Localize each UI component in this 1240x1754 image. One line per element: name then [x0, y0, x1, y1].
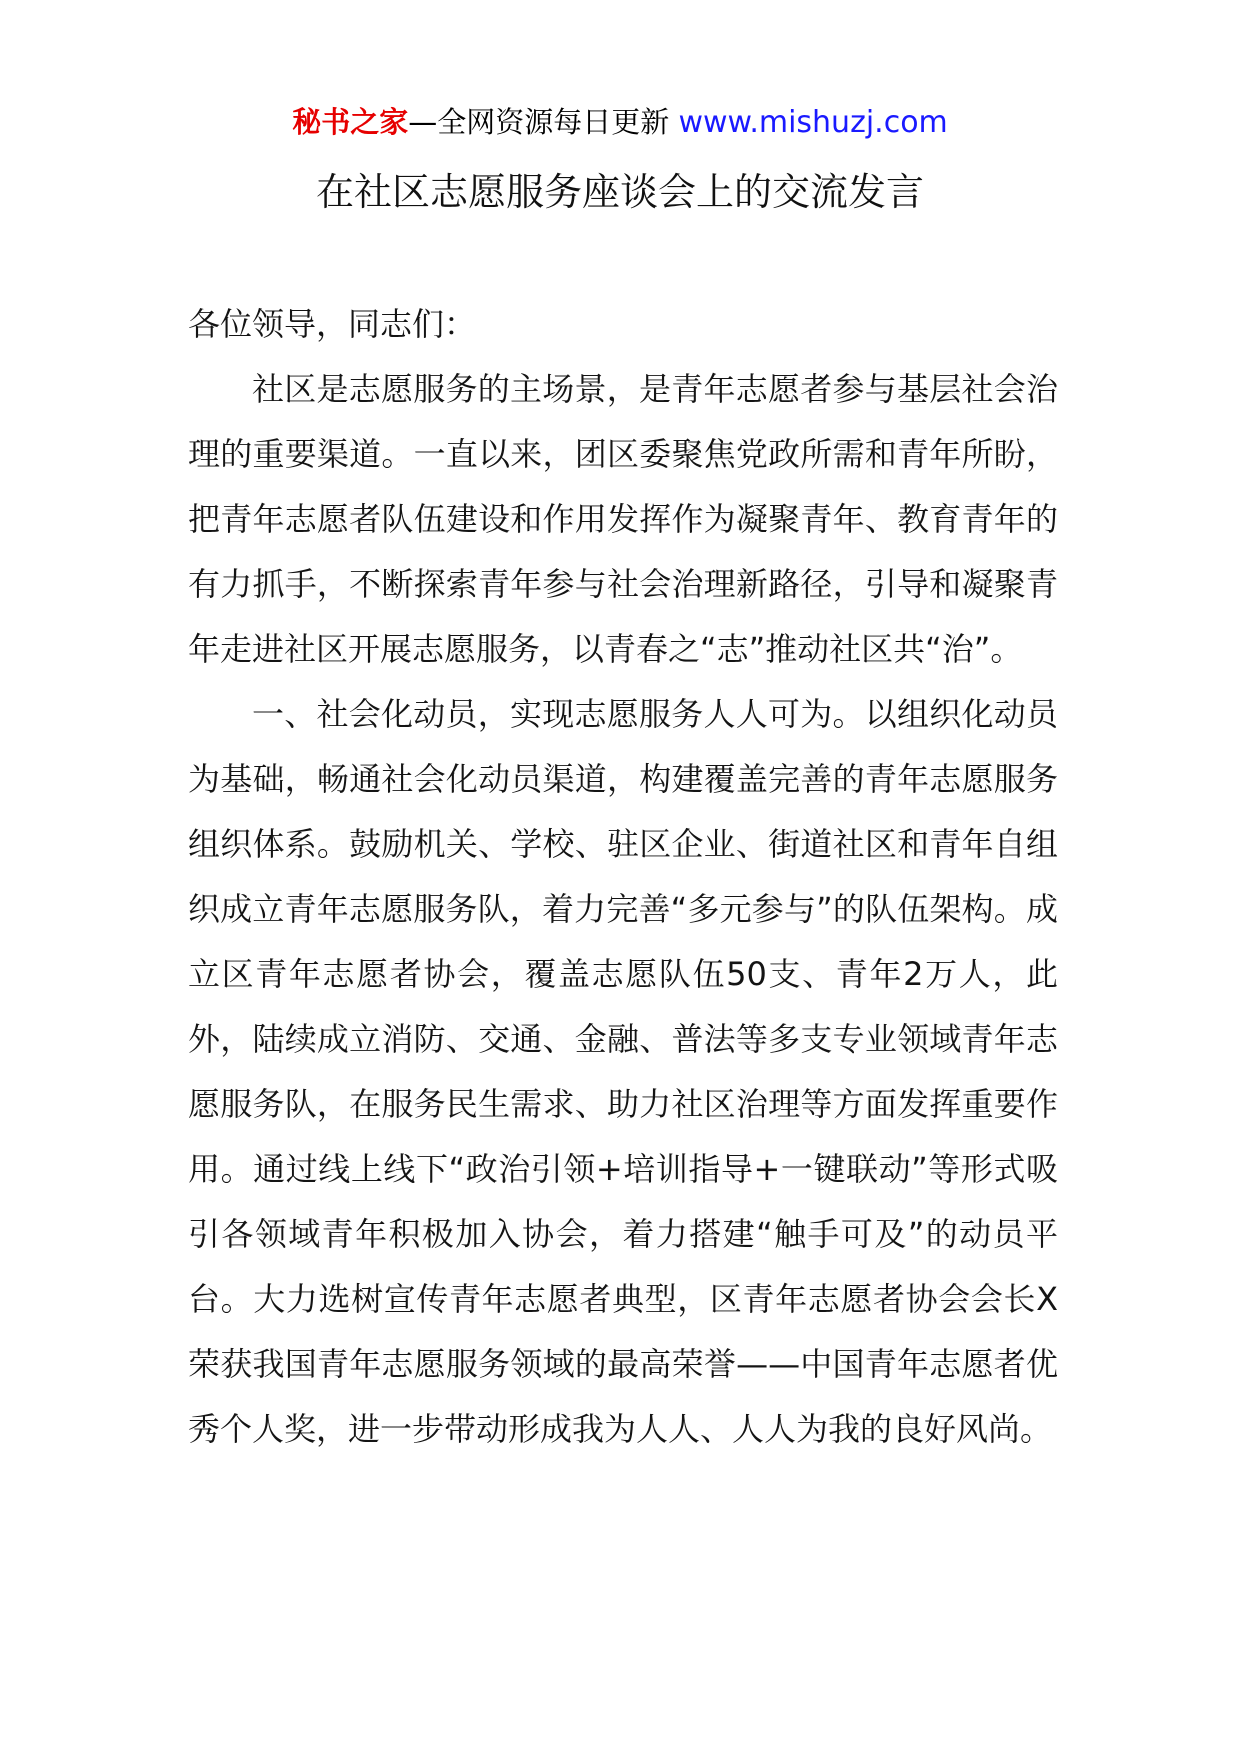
document-body — [188, 292, 1058, 1462]
paragraph-section-one: 一、社会化动员，实现志愿服务人人可为。以组织化动员为基础，畅通社会化动员渠道，构建覆盖完善的青年志愿服务组织体系。鼓励机关、学校、驻区企业、街道社区和青年自组织成立青年志愿服务队，着力完善“多元参与”的队伍架构。成立区青年志愿者协会，覆盖志愿队伍50支、青年2万人，此外，陆续成立消防、交通、金融、普法等多支专业领域青年志愿服务队，在服务民生需求、助力社区治理等方面发挥重要作用。通过线上线下“政治引领+培训指导+一键联动”等形式吸引各领域青年积极加入协会，着力搭建“触手可及”的动员平台。大力选树宣传青年志愿者典型，区青年志愿者协会会长X荣获我国青年志愿服务领域的最高荣誉——中国青年志愿者优秀个人奖，进一步带动形成我为人人、人人为我的良好风尚。 — [188, 695, 1058, 1448]
site-name: 秘书之家 — [292, 105, 409, 139]
document-title: 在社区志愿服务座谈会上的交流发言 — [315, 170, 924, 214]
paragraph-intro: 社区是志愿服务的主场景，是青年志愿者参与基层社会治理的重要渠道。一直以来，团区委聚焦党政所需和青年所盼，把青年志愿者队伍建设和作用发挥作为凝聚青年、教育青年的有力抓手，不断探索青年参与社会治理新路径，引导和凝聚青年走进社区开展志愿服务，以青春之“志”推动社区共“治”。 — [188, 370, 1058, 668]
site-header — [0, 102, 1240, 143]
site-url-link[interactable]: www.mishuzj.com — [678, 105, 948, 140]
site-tagline: —全网资源每日更新 — [408, 105, 679, 139]
salutation: 各位领导，同志们： — [188, 305, 477, 343]
